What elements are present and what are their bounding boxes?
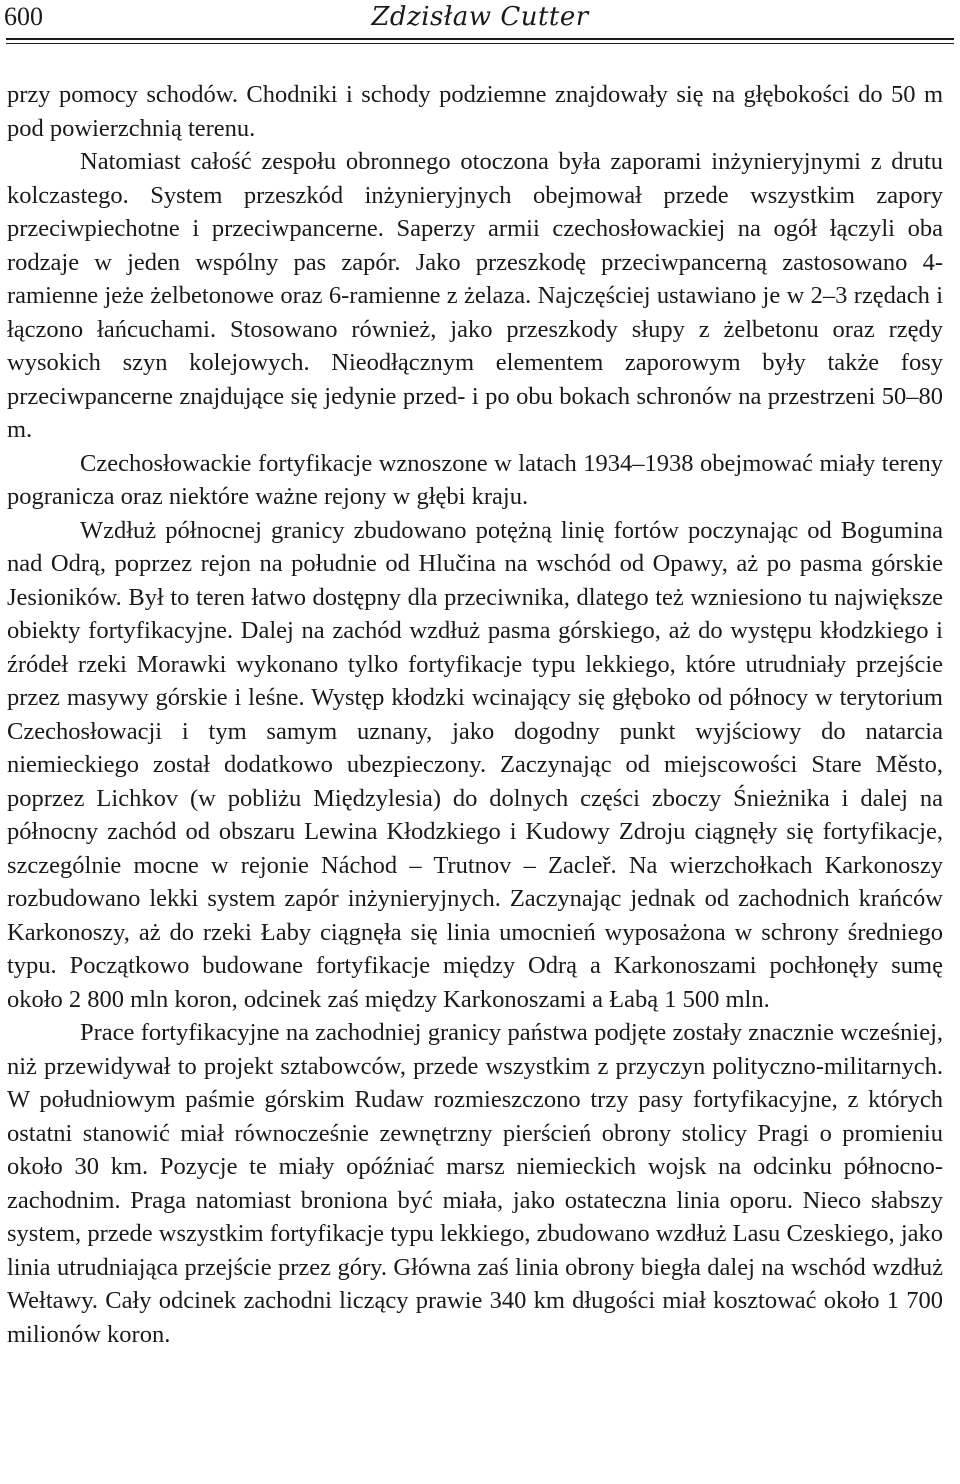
paragraph: Prace fortyfikacyjne na zachodniej granicy państwa podjęte zostały znacznie wcześniej, niż przewidywał to projekt sztabowców, przede wszystkim z przyczyn polityczno-militarnych. W południowym paśmie górskim Rudaw rozmieszczono trzy pasy fortyfikacyjne, z których ostatni stanowić miał równocześnie zewnętrzny pierścień obrony stolicy Pragi o promieniu około 30 km. Pozycje te miały opóźniać marsz niemieckich wojsk na odcinku północno-zachodnim. Praga natomiast broniona być miała, jako ostateczna linia oporu. Nieco słabszy system, przede wszystkim fortyfikacje typu lekkiego, zbudowano wzdłuż Lasu Czeskiego, jako linia utrudniająca przejście przez góry. Główna zaś linia obrony biegła dalej na wschód wzdłuż Wełtawy. Cały odcinek zachodni liczący prawie 340 km długości miał kosztować około 1 700 milionów koron. (7, 1019, 943, 1348)
header-rule-thin (6, 43, 954, 44)
running-head-author: Zdzisław Cutter (371, 2, 589, 32)
paragraph: Natomiast całość zespołu obronnego otoczona była zaporami inżynieryjnymi z drutu kolczastego. System przeszkód inżynieryjnych obejmował przede wszystkim zapory przeciwpiechotne i przeciwpancerne. Saperzy armii czechosłowackiej na ogół łączyli oba rodzaje w jeden wspólny pas zapór. Jako przeszkodę przeciwpancerną zastosowano 4-ramienne jeże żelbetonowe oraz 6-ramienne z żelaza. Najczęściej ustawiano je w 2–3 rzędach i łączono łańcuchami. Stosowano również, jako przeszkody słupy z żelbetonu oraz rzędy wysokich szyn kolejowych. Nieodłącznym elementem zaporowym były także fosy przeciwpancerne znajdujące się jedynie przed- i po obu bokach schronów na przestrzeni 50–80 m. (7, 148, 943, 443)
paragraph: Czechosłowackie fortyfikacje wznoszone w latach 1934–1938 obejmować miały tereny pogranicza oraz niektóre ważne rejony w głębi kraju. (7, 449, 943, 510)
paragraph: Wzdłuż północnej granicy zbudowano potężną linię fortów poczynając od Bogumina nad Odrą, poprzez rejon na południe od Hlučina na wschód od Opawy, aż po pasma górskie Jesioników. Był to teren łatwo dostępny dla przeciwnika, dlatego też wzniesiono tu największe obiekty fortyfikacyjne. Dalej na zachód wzdłuż pasma górskiego, aż do występu kłodzkiego i źródeł rzeki Morawki wykonano tylko fortyfikacje typu lekkiego, które utrudniały przejście przez masywy górskie i leśne. Występ kłodzki wcinający się głęboko od północy w terytorium Czechosłowacji i tym samym uznany, jako dogodny punkt wyjściowy do natarcia niemieckiego został dodatkowo ubezpieczony. Zaczynając od miejscowości Stare Město, poprzez Lichkov (w pobliżu Międzylesia) do dolnych części zboczy Śnieżnika i dalej na północny zachód od obszaru Lewina Kłodzkiego i Kudowy Zdroju ciągnęły się fortyfikacje, szczególnie mocne w rejonie Náchod – Trutnov – Zacleř. Na wierzchołkach Karkonoszy rozbudowano lekki system zapór inżynieryjnych. Zaczynając jednak od zachodnich krańców Karkonoszy, aż do rzeki Łaby ciągnęła się linia umocnień wyposażona w schrony średniego typu. Początkowo budowane fortyfikacje między Odrą a Karkonoszami pochłonęły sumę około 2 800 mln koron, odcinek zaś między Karkonoszami a Łabą 1 500 mln. (7, 516, 943, 1013)
header-rule (6, 38, 954, 40)
paragraph: przy pomocy schodów. Chodniki i schody podziemne znajdowały się na głębokości do 50 m pod powierzchnią terenu. (7, 81, 943, 142)
page-number: 600 (4, 2, 43, 31)
body-text (7, 78, 943, 1351)
page-header (0, 0, 960, 40)
